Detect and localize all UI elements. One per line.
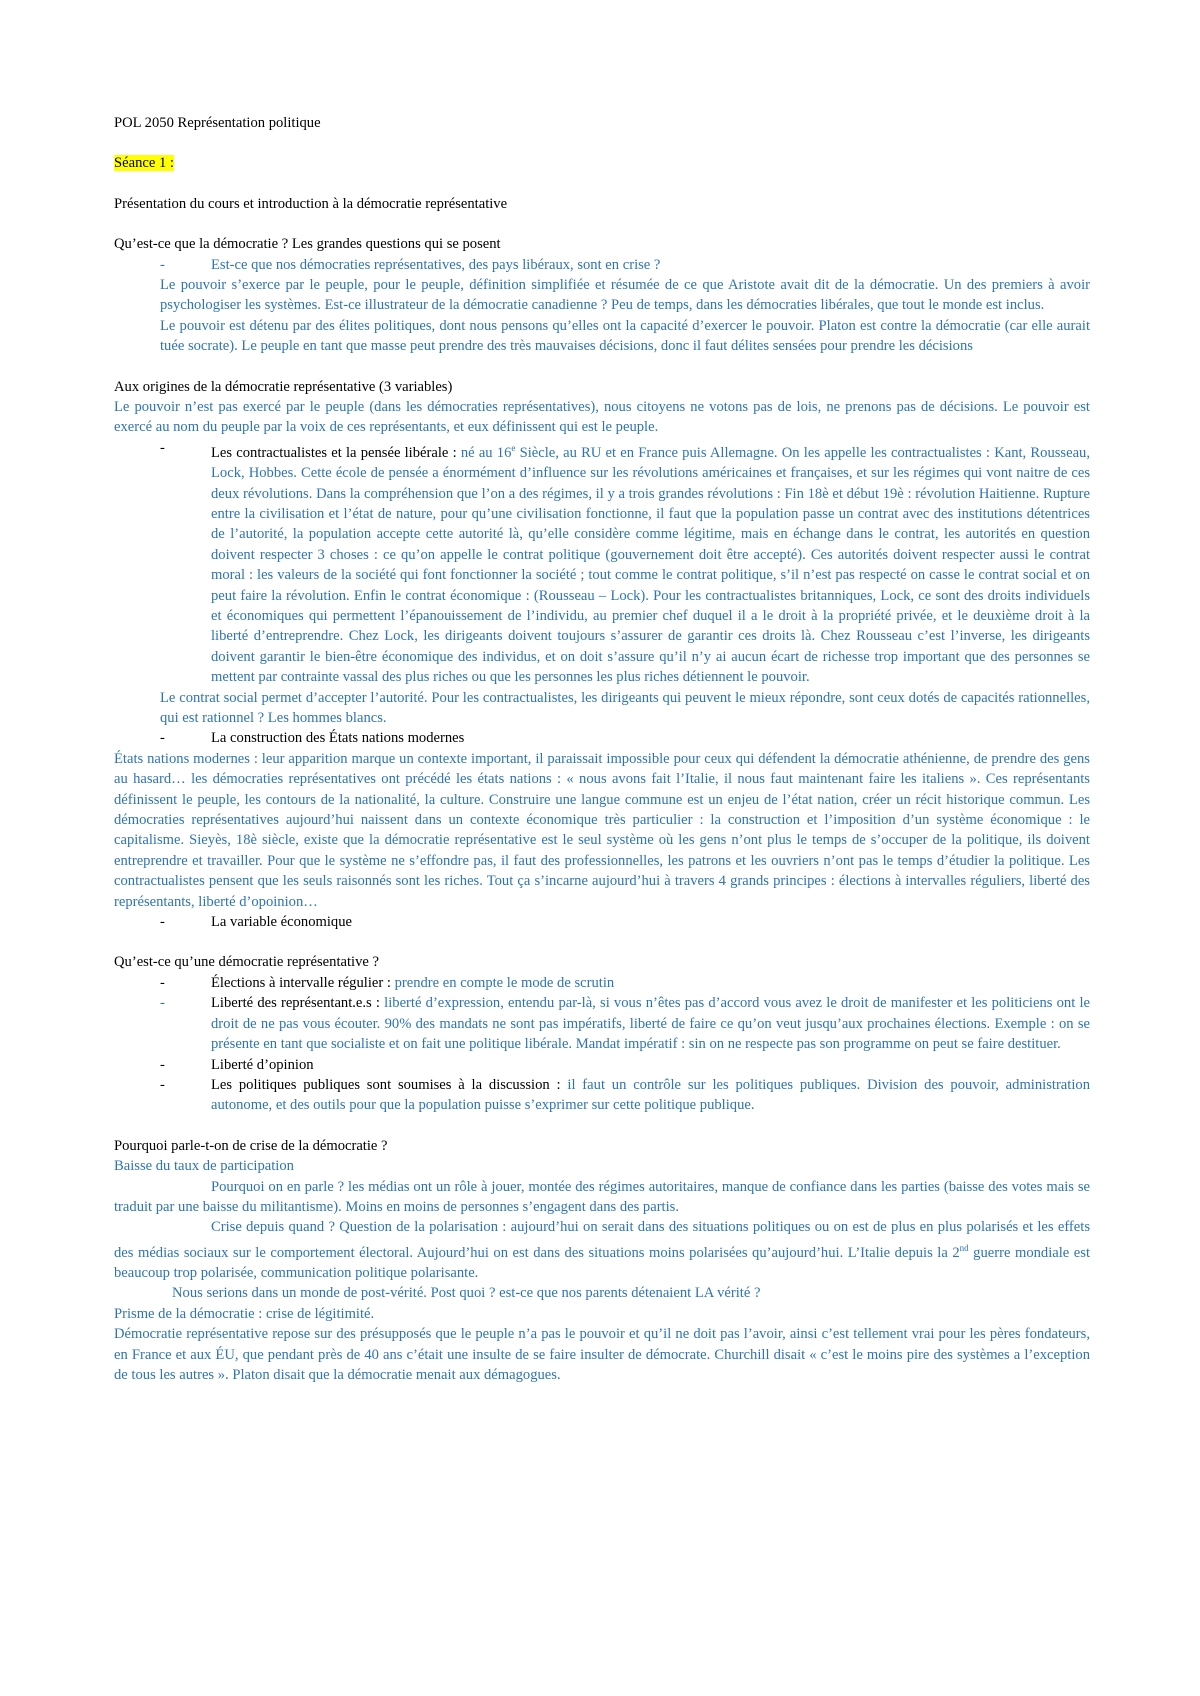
paragraph: Le pouvoir s’exerce par le peuple, pour le peuple, définition simplifiée et résumée de ce que Aristote avait dit de la démocratie. Un des premiers à avoir psychologiser les systèmes. Est-ce illustrateur de la démocratie canadienne ? Peu de temps, dans les démocraties libérales, que tout le monde est inclus. — [160, 277, 1090, 314]
bullet-dash: - — [160, 974, 165, 991]
document-body — [114, 113, 1090, 1385]
bullet-text: né au 16 — [456, 444, 512, 461]
bullet-title: Les politiques publiques sont soumises à la discussion : — [211, 1076, 561, 1093]
bullet-title: Liberté d’opinion — [211, 1056, 314, 1073]
paragraph: Démocratie représentative repose sur des présupposés que le peuple n’a pas le pouvoir et qu’il ne doit pas l’avoir, ainsi c’est tellement vrai pour les pères fondateurs, en France et aux ÉU, que pendant près de 40 ans c’était une insulte de se faire insulter de démocrate. Churchill disait « c’est le moins pire des systèmes a l’exception de tous les autres ». Platon disait que la démocratie menait aux démagogues. — [114, 1326, 1090, 1384]
bullet-dash: - — [160, 256, 165, 273]
session-subtitle: Présentation du cours et introduction à la démocratie représentative — [114, 195, 508, 212]
bullet-item — [114, 728, 1090, 748]
paragraph: Le pouvoir est détenu par des élites politiques, dont nous pensons qu’elles ont la capacité d’exercer le pouvoir. Platon est contre la démocratie (car elle aurait tuée socrate). Le peuple en tant que masse peut prendre des très mauvaises décisions, donc il faut délites sensées pour prendre les décisions — [160, 317, 1090, 355]
subheading: Prisme de la démocratie : crise de légitimité. — [114, 1305, 375, 1322]
paragraph: Pourquoi on en parle ? les médias ont un rôle à jouer, montée des régimes autoritaires, manque de confiance dans les parties (baisse des votes mais se traduit par une baisse du militantisme). Moins en moins de personnes s’engagent dans des partis. — [114, 1178, 1090, 1215]
bullet-item — [114, 438, 1090, 688]
paragraph-text: Crise depuis quand ? Question de la polarisation : aujourd’hui on serait dans des situations politiques ou on est de plus en plus polarisés et les effets des médias sociaux sur le comportement électoral. Aujourd’hui on est dans des situations moins polarisées qu’aujourd’hui. L’Italie depuis la 2 — [114, 1219, 1090, 1261]
superscript: e — [511, 442, 516, 453]
paragraph-text: guerre mondiale est beaucoup trop polarisée, communication politique polarisante. — [114, 1244, 1091, 1282]
session-label: Séance 1 : — [114, 155, 174, 172]
bullet-dash: - — [160, 914, 165, 931]
bullet-dash: - — [160, 1076, 165, 1093]
bullet-item — [114, 973, 1090, 993]
bullet-title: Élections à intervalle régulier : — [211, 974, 391, 991]
bullet-dash: - — [160, 730, 165, 747]
paragraph: Le pouvoir n’est pas exercé par le peuple (dans les démocraties représentatives), nous citoyens ne votons pas de lois, ne prenons pas de décisions. Le pouvoir est exercé au nom du peuple par la voix de ces représentants, et eux définissent qui est le peuple. — [114, 399, 1090, 436]
bullet-item — [114, 1075, 1090, 1116]
bullet-dash: - — [160, 1056, 165, 1073]
section-heading-origines: Aux origines de la démocratie représentative (3 variables) — [114, 378, 453, 395]
bullet-item — [114, 912, 1090, 932]
bullet-text: prendre en compte le mode de scrutin — [390, 974, 615, 991]
bullet-text: Est-ce que nos démocraties représentatives, des pays libéraux, sont en crise ? — [211, 256, 661, 273]
bullet-title: La construction des États nations modernes — [211, 730, 465, 747]
paragraph: États nations modernes : leur apparition marque un contexte important, il paraissait impossible pour ceux qui défendent la démocratie athénienne, de prendre des gens au hasard… les démocraties représentatives ont précédé les états nations : « nous avons fait l’Italie, il nous faut maintenant faire les italiens ». Ces représentants définissent le peuple, les contours de la nationalité, la culture. Construire une langue commune est un enjeu de l’état nation, créer un récit historique commun. Les démocraties représentatives aujourd’hui naissent dans un contexte économique très particulier : la construction et l’imposition d’un système économique : le capitalisme. Sieyès, 18è siècle, existe que la démocratie représentative est le seul système où les gens n’ont plus le temps de s’occuper de la politique, ils doivent entreprendre et travailler. Pour que le système ne s’effondre pas, il faut des professionnelles, les patrons et les ouvriers n’ont pas le temps d’étudier la politique. Les contractualistes pensent que les seuls raisonnés sont les riches. Tout ça s’incarne aujourd’hui à travers 4 grands principes : élections à intervalles réguliers, liberté des représentants, liberté d’opoinion… — [114, 750, 1090, 910]
subheading: Baisse du taux de participation — [114, 1158, 294, 1175]
course-title: POL 2050 Représentation politique — [114, 115, 321, 131]
section-heading-democratie-representative: Qu’est-ce qu’une démocratie représentative ? — [114, 954, 379, 971]
bullet-text: Siècle, au RU et en France puis Allemagne. On les appelle les contractualistes : Kant, Rousseau, Lock, Hobbes. Cette école de pensée a énormément d’influence sur les révolutions américaines et françaises, et sur les régimes qui vont naitre de ces deux révolutions. Dans la compréhension que l’on a des régimes, il y a trois grandes révolutions : Fin 18è et début 19è : révolution Haitienne. Rupture entre la civilisation et l’état de nature, pour qu’une civilisation fonctionne, il faut que la population passe un contrat avec des institutions détentrices de l’autorité, la population accepte cette autorité là, qu’elle considère comme légitime, mais en échange dans le contrat, les autorités en question doivent respecter 3 choses : ce qu’on appelle le contrat politique (gouvernement doit être accepté). Ces autorités doivent respecter aussi le contrat moral : les valeurs de la société qui font fonctionner la société ; tout comme le contrat politique, s’il n’est pas respecté on casse le contrat social et on peut faire la révolution. Enfin le contrat économique : (Rousseau – Lock). Pour les contractualistes britanniques, Lock, ce sont des droits individuels et économiques qui permettent l’épanouissement de l’individu, au premier chef duquel il a le droit à la propriété privée, et le deuxième droit à la liberté d’entreprendre. Chez Lock, les dirigeants doivent toujours s’assurer de garantir ces droits là. Chez Rousseau c’est l’inverse, les dirigeants doivent garantir le bien-être économique des individus, et on doit s’assure qu’il n’y ai aucun écart de richesse trop important que des personnes se mettent par contrainte vassal des plus riches ou que les personnes les plus riches détiennent le pouvoir. — [211, 444, 1090, 686]
bullet-item — [114, 255, 1090, 275]
section-heading-crise: Pourquoi parle-t-on de crise de la démocratie ? — [114, 1137, 388, 1154]
bullet-title: La variable économique — [211, 914, 353, 931]
bullet-title: Les contractualistes et la pensée libérale : — [211, 444, 457, 461]
bullet-text: liberté d’expression, entendu par-là, si vous n’êtes pas d’accord vous avez le droit de manifester et les politiciens ont le droit de ne pas vous écouter. 90% des mandats ne sont pas impératifs, liberté de faire ce qu’on veut jusqu’aux prochaines élections. Exemple : on se présente en tant que socialiste et on fait une politique libérale. Mandat impératif : sin on ne respecte pas son programme on peut se faire destituer. — [211, 995, 1090, 1053]
bullet-dash: - — [160, 439, 165, 456]
bullet-item — [114, 993, 1090, 1054]
paragraph: Le contrat social permet d’accepter l’autorité. Pour les contractualistes, les dirigeants qui peuvent le mieux répondre, sont ceux dotés de capacités rationnelles, qui est rationnel ? Les hommes blancs. — [160, 689, 1090, 727]
paragraph — [114, 1217, 1090, 1283]
bullet-dash: - — [160, 995, 165, 1012]
bullet-item — [114, 1055, 1090, 1075]
paragraph: Nous serions dans un monde de post-vérité. Post quoi ? est-ce que nos parents détenaient LA vérité ? — [172, 1285, 761, 1302]
superscript: nd — [959, 1242, 969, 1253]
bullet-title: Liberté des représentant.e.s : — [211, 995, 380, 1012]
section-heading-democratie: Qu’est-ce que la démocratie ? Les grandes questions qui se posent — [114, 236, 501, 253]
bullet-text: il faut un contrôle sur les politiques publiques. Division des pouvoir, administration autonome, et des outils pour que la population puisse s’exprimer sur cette politique publique. — [211, 1076, 1090, 1114]
